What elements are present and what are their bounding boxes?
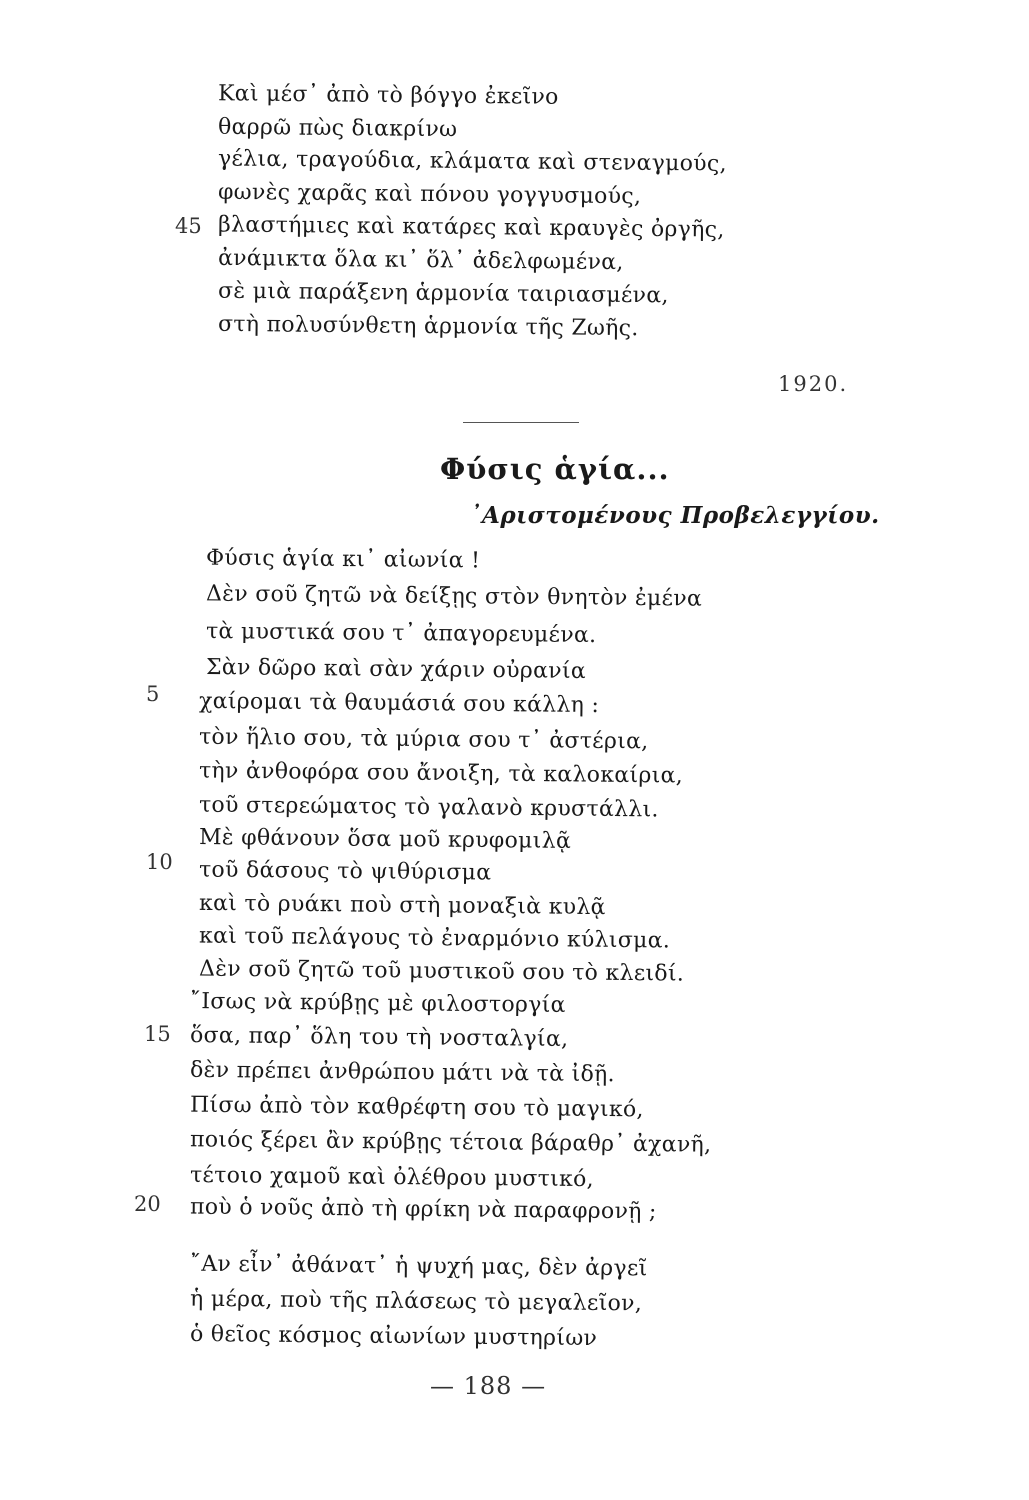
line-number: 5 [146,682,160,706]
line-number: 45 [175,214,202,238]
poem2-line: Δὲν σοῦ ζητῶ τοῦ μυστικοῦ σου τὸ κλειδί. [198,956,685,987]
poem1-date: 1920. [778,372,849,396]
poem2-line: ποὺ ὁ νοῦς ἀπὸ τὴ φρίκη νὰ παραφρονῇ ; [189,1194,657,1225]
poem2-line: χαίρομαι τὰ θαυμάσιά σου κάλλη : [198,688,600,719]
poem2-line: τὰ μυστικά σου τ᾿ ἀπαγορευμένα. [205,618,597,649]
line-number: 15 [144,1022,171,1046]
poem2-line: τὴν ἀνθοφόρα σου ἄνοιξη, τὰ καλοκαίρια, [198,758,684,789]
poem2-line: ῎Αν εἶν᾿ ἀθάνατ᾿ ἡ ψυχή μας, δὲν ἀργεῖ [189,1251,648,1282]
poem2-line: Σὰν δῶρο καὶ σὰν χάριν οὐρανία [205,655,587,684]
poem2-line: Μὲ φθάνουν ὅσα μοῦ κρυφομιλᾷ [198,825,572,854]
poem2-line: τέτοιο χαμοῦ καὶ ὀλέθρου μυστικό, [189,1162,595,1193]
poem2-line: ὅσα, παρ᾿ ὅλη του τὴ νοσταλγία, [189,1023,569,1052]
poem2-line: δὲν πρέπει ἀνθρώπου μάτι νὰ τὰ ἰδῇ. [189,1057,615,1088]
poem1-line: Καὶ μέσ᾿ ἀπὸ τὸ βόγγο ἐκεῖνο [217,81,559,110]
poem1-line: σὲ μιὰ παράξενη ἁρμονία ταιριασμένα, [217,278,669,309]
poem1-line: γέλια, τραγούδια, κλάματα καὶ στεναγμούς, [217,146,727,177]
poem2-line: Πίσω ἀπὸ τὸν καθρέφτη σου τὸ μαγικό, [189,1092,644,1123]
poem2-line: ἡ μέρα, ποὺ τῆς πλάσεως τὸ μεγαλεῖον, [189,1286,643,1317]
poem1-line: βλαστήμιες καὶ κατάρες καὶ κραυγὲς ὀργῆς, [217,212,725,243]
poem1-line: θαρρῶ πὼς διακρίνω [217,114,458,143]
poem1-line: στὴ πολυσύνθετη ἁρμονία τῆς Ζωῆς. [217,311,639,342]
poem-dedication: ᾿Αριστομένους Προβελεγγίου. [470,502,880,529]
poem2-line: Δὲν σοῦ ζητῶ νὰ δείξῃς στὸν θνητὸν ἐμένα [205,581,703,612]
section-divider [463,422,579,423]
poem2-line: τὸν ἥλιο σου, τὰ μύρια σου τ᾿ ἀστέρια, [198,724,649,755]
poem2-line: ῎Ισως νὰ κρύβῃς μὲ φιλοστοργία [189,989,566,1018]
poem2-line: καὶ τοῦ πελάγους τὸ ἐναρμόνιο κύλισμα. [198,923,671,954]
poem2-line: ποιός ξέρει ἂν κρύβῃς τέτοια βάραθρ᾿ ἀχανῆ, [189,1127,712,1158]
page-number: — 188 — [430,1372,547,1400]
line-number: 20 [134,1192,161,1216]
poem2-line: Φύσις ἁγία κι᾿ αἰωνία ! [205,545,481,574]
poem2-line: καὶ τὸ ρυάκι ποὺ στὴ μοναξιὰ κυλᾷ [198,890,606,921]
poem2-line: τοῦ δάσους τὸ ψιθύρισμα [198,857,492,886]
line-number: 10 [146,850,173,874]
poem-title: Φύσις ἁγία... [440,452,670,486]
poem1-line: ἀνάμικτα ὅλα κι᾿ ὅλ᾿ ἀδελφωμένα, [217,245,624,276]
poem2-line: τοῦ στερεώματος τὸ γαλανὸ κρυστάλλι. [198,792,659,823]
poem2-line: ὁ θεῖος κόσμος αἰωνίων μυστηρίων [189,1321,598,1352]
poem1-line: φωνὲς χαρᾶς καὶ πόνου γογγυσμούς, [217,179,642,210]
